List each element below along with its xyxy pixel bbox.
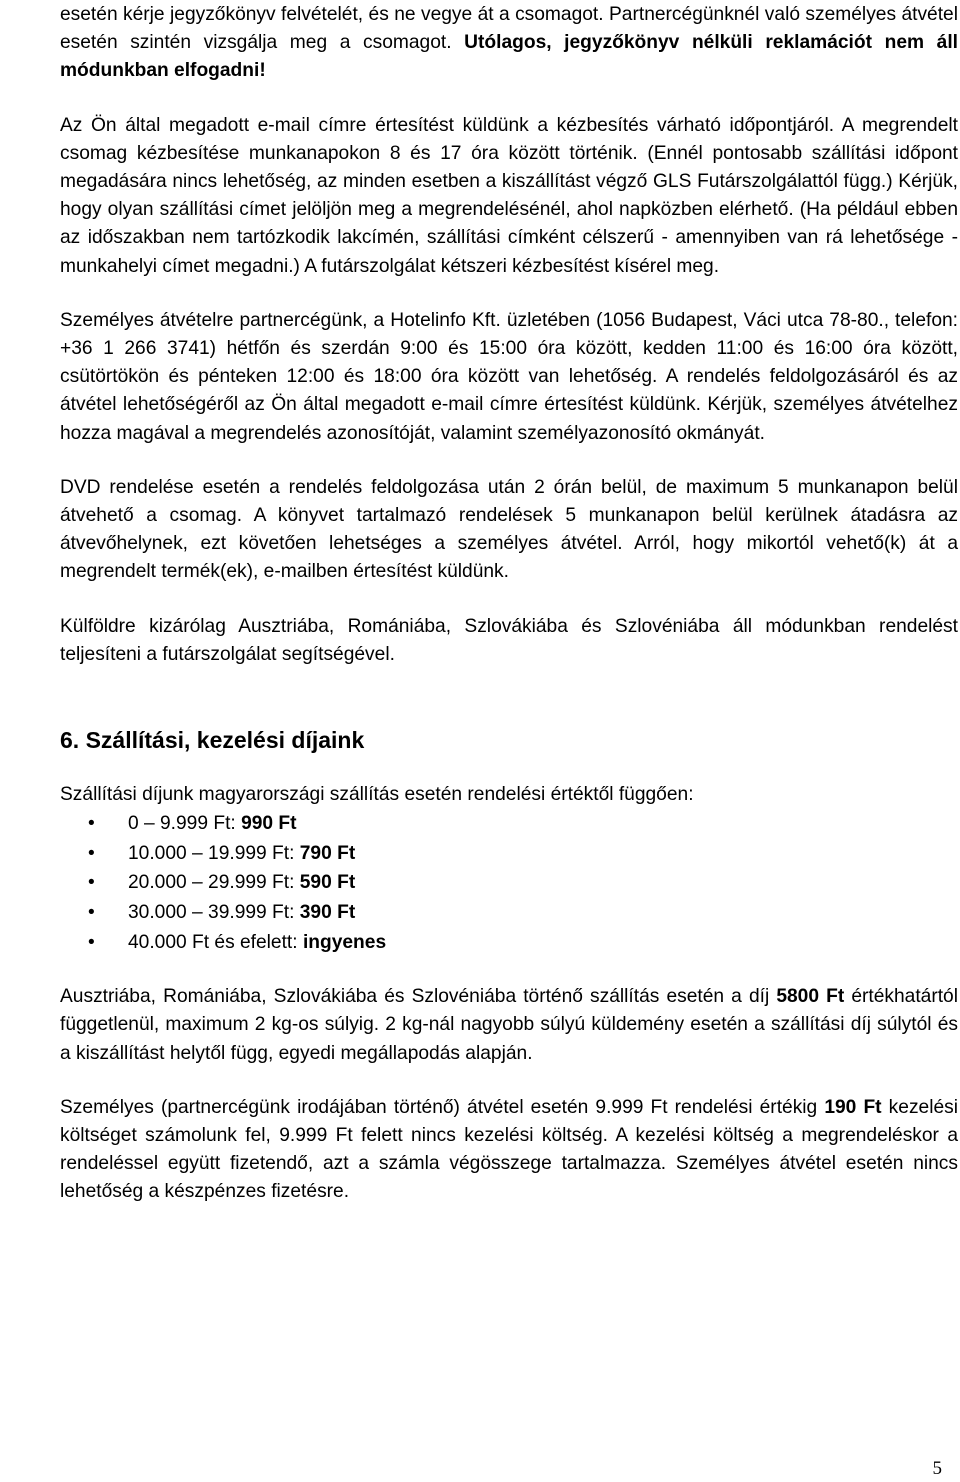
fee-range: 10.000 – 19.999 Ft:: [128, 842, 300, 864]
handling-fee-text-b: kezelési költséget számolunk fel, 9.999 Ft felett nincs kezelési költség. A kezelési költség a megrendeléskor a rendeléssel együtt fizetendő, azt a számla végösszege tartalmazza. Személyes átvétel esetén nincs lehetőség a készpénzes fizetésre.: [60, 1096, 959, 1203]
fees-intro: Szállítási díjunk magyarországi szállítás esetén rendelési értéktől függően:: [60, 784, 694, 806]
fee-price: 990 Ft: [241, 813, 297, 835]
fee-price: 590 Ft: [299, 872, 356, 894]
fee-item: [88, 928, 958, 958]
paragraph-inspection-text: esetén kérje jegyzőkönyv felvételét, és ne vegye át a csomagot. Partnercégünknél való személyes átvétel esetén szintén vizsgálja meg a csomagot.: [60, 4, 958, 54]
paragraph-dvd-delivery: DVD rendelése esetén a rendelés feldolgozása után 2 órán belül, de maximum 5 munkanapon belül átvehető a csomag. A könyvet tartalmazó rendelések 5 munkanapon belül kerülnek átadásra az átvevőhelynek, ezt követően lehetséges a személyes átvétel. Arról, hogy mikortól vehető(k) át a megrendelt termék(ek), e-mailben értesítést küldünk.: [60, 476, 958, 583]
paragraph-delivery-notice: Az Ön által megadott e-mail címre értesítést küldünk a kézbesítés várható időpontjáról. A megrendelt csomag kézbesítése munkanapokon 8 és 17 óra között történik. (Ennél pontosabb szállítási időpont megadására nincs lehetőség, az minden esetben a kiszállítást végző GLS Futárszolgálattól függ.) Kérjük, hogy olyan szállítási címet jelöljön meg a megrendelésénél, ahol napközben elérhető. (Ha például ebben az időszakban nem tartózkodik lakcímén, szállítási címként célszerű - amennyiben van rá lehetősége - munkahelyi címet megadni.) A futárszolgálat kétszeri kézbesítést kísérel meg.: [60, 114, 958, 277]
paragraph-inspection: [60, 1, 958, 86]
paragraph-foreign-delivery: Külföldre kizárólag Ausztriába, Romániába, Szlovákiába és Szlovéniába áll módunkban rendelést teljesíteni a futárszolgálat segítségével.: [60, 615, 958, 665]
foreign-fees-text-a: Ausztriába, Romániába, Szlovákiába és Szlovéniába történő szállítás esetén a díj: [60, 986, 777, 1008]
fee-range: 20.000 – 29.999 Ft:: [128, 872, 300, 894]
paragraph-foreign-fees: [60, 983, 958, 1068]
section-heading: 6. Szállítási, kezelési díjaink: [60, 727, 365, 754]
bullet-icon: •: [88, 931, 95, 953]
fee-range: 40.000 Ft és efelett:: [128, 931, 303, 953]
paragraph-handling-fee: [60, 1094, 958, 1207]
fee-range: 0 – 9.999 Ft:: [128, 813, 242, 835]
bullet-icon: •: [88, 813, 95, 835]
foreign-fees-text-b: értékhatártól függetlenül, maximum 2 kg-os súlyig. 2 kg-nál nagyobb súlyú küldemény esetén a szállítási díj súlytól és a kiszállítást helytől függ, egyedi megállapodás alapján.: [60, 986, 958, 1064]
paragraph-inspection-warning: Utólagos, jegyzőkönyv nélküli reklamációt nem áll módunkban elfogadni!: [60, 32, 958, 82]
bullet-icon: •: [88, 842, 95, 864]
page-number: 5: [932, 1458, 942, 1479]
handling-fee-amount: 190 Ft: [824, 1096, 882, 1118]
bullet-icon: •: [88, 902, 95, 924]
fee-item: [88, 809, 958, 839]
fee-price: 790 Ft: [299, 842, 356, 864]
foreign-fee-amount: 5800 Ft: [776, 986, 845, 1008]
fee-list: [60, 809, 958, 957]
fee-item: [88, 868, 958, 898]
document-page: [60, 0, 958, 1207]
fee-range: 30.000 – 39.999 Ft:: [128, 902, 300, 924]
fee-item: [88, 839, 958, 869]
fee-price: 390 Ft: [299, 902, 356, 924]
fee-item: [88, 898, 958, 928]
paragraph-personal-pickup: Személyes átvételre partnercégünk, a Hotelinfo Kft. üzletében (1056 Budapest, Váci utca 78-80., telefon: +36 1 266 3741) hétfőn és szerdán 9:00 és 15:00 óra között, kedden 11:00 és 16:00 óra között, csütörtökön és pénteken 12:00 és 18:00 óra között van lehetőség. A rendelés feldolgozásáról és az átvétel lehetőségéről az Ön által megadott e-mail címre értesítést küldünk. Kérjük, személyes átvételhez hozza magával a megrendelés azonosítóját, valamint személyazonosító okmányát.: [60, 309, 958, 444]
bullet-icon: •: [88, 872, 95, 894]
handling-fee-text-a: Személyes (partnercégünk irodájában történő) átvétel esetén 9.999 Ft rendelési értékig: [60, 1096, 825, 1118]
fee-price: ingyenes: [302, 931, 387, 953]
